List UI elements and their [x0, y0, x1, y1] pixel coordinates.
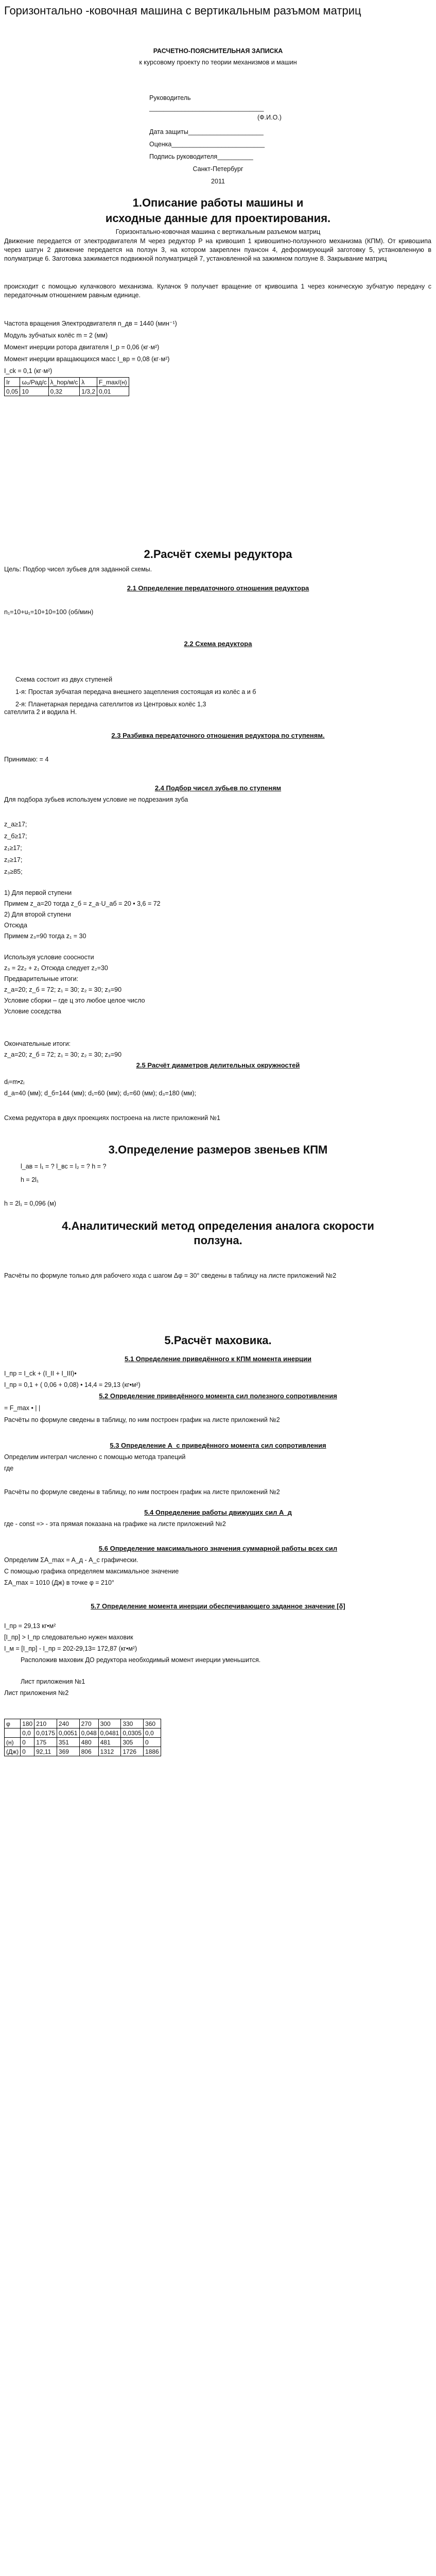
section-1-subtitle: Горизонтально-ковочная машина с вертикальным разъемом матриц [115, 228, 321, 235]
section-4-text: Расчёты по формуле только для рабочего хода с шагом Δφ = 30° сведены в таблицу на листе приложений №2 [4, 1272, 337, 1279]
trapezoid-note: Определим интеграл численно с помощью метода трапеций [4, 1453, 186, 1461]
appendix-sheet-1: Лист приложения №1 [21, 1678, 85, 1685]
table-cell: 330 [121, 1719, 144, 1728]
flywheel-1: I_пр = 29,13 кг•м² [4, 1622, 56, 1630]
table-cell: (н) [5, 1738, 21, 1747]
table-row [5, 378, 129, 387]
max-work-2: С помощью графика определяем максимальное значение [4, 1568, 179, 1575]
table-cell: 0 [21, 1747, 34, 1756]
section-5-title: 5.Расчёт маховика. [164, 1334, 272, 1347]
table-cell: 360 [144, 1719, 161, 1728]
section-2-3-heading: 2.3 Разбивка передаточного отношения редуктора по ступеням. [111, 732, 325, 739]
assembly-condition: Условие сборки – где ц это любое целое число [4, 997, 145, 1004]
supervisor-fio: (Ф.И.О.) [257, 114, 282, 121]
table-row [5, 387, 129, 396]
supervisor-label: Руководитель [149, 94, 191, 101]
table-cell: 0,0305 [121, 1728, 144, 1738]
reducer-sheet-note: Схема редуктора в двух проекциях построена на листе приложений №1 [4, 1114, 220, 1122]
kpm-h-value: h = 2l₁ = 0,096 (м) [4, 1200, 57, 1207]
section-2-4-heading: 2.4 Подбор чисел зубьев по ступеням [154, 784, 282, 792]
param-module: Модуль зубчатых колёс m = 2 (мм) [4, 332, 108, 339]
section-5-4-heading: 5.4 Определение работы движущих сил A_д [144, 1509, 292, 1516]
diameter-formula: dᵢ=m•zᵢ [4, 1078, 25, 1086]
section-4-title-2: ползуна. [194, 1234, 242, 1247]
table-cell: 240 [57, 1719, 79, 1728]
param-ick: I_ck = 0,1 (кг·м²) [4, 367, 53, 375]
section-5-1-heading: 5.1 Определение приведённого к КПМ момента инерции [124, 1355, 311, 1363]
param-motor-speed: Частота вращения Электродвигателя n_дв = 1440 (мин⁻¹) [4, 320, 177, 327]
section-4-title-1: 4.Аналитический метод определения аналога скорости [62, 1219, 374, 1232]
table-cell: 0,01 [97, 387, 129, 396]
table-cell [5, 1728, 21, 1738]
section-2-2-heading: 2.2 Схема редуктора [184, 640, 252, 648]
table-cell: 369 [57, 1747, 79, 1756]
city: Санкт-Петербург [193, 165, 243, 173]
diameter-values: d_a=40 (мм); d_б=144 (мм); d₁=60 (мм); d₂=60 (мм); d₃=180 (мм); [4, 1090, 197, 1097]
appendix-sheet-2: Лист приложения №2 [4, 1689, 69, 1697]
coaxial-formula: z₃ = 2z₂ + z₁ Отсюда следует z₂=30 [4, 964, 108, 972]
teeth-cond-z2: z₂≥17; [4, 856, 23, 863]
stage-1-label: 1) Для первой ступени [4, 889, 72, 896]
table-cell: ω₀/Рад/с [20, 378, 48, 387]
section-2-5-heading: 2.5 Расчёт диаметров делительных окружностей [136, 1061, 300, 1069]
section-2-title: 2.Расчёт схемы редуктора [144, 548, 292, 561]
section-2-1-heading: 2.1 Определение передаточного отношения редуктора [127, 584, 309, 592]
accept-value: Принимаю: = 4 [4, 756, 49, 763]
stage-2-label: 2) Для второй ступени [4, 911, 71, 918]
table-cell: 0,0175 [34, 1728, 57, 1738]
section-5-6-heading: 5.6 Определение максимального значения суммарной работы всех сил [98, 1545, 338, 1552]
table-cell: 300 [98, 1719, 121, 1728]
grade: Оценка__________________________ [149, 141, 265, 148]
preliminary-values: z_a=20; z_б = 72; z₁ = 30; z₂ = 30; z₃=90 [4, 986, 122, 993]
flywheel-3: I_м = [I_пр] - I_пр = 202-29,13= 172,87 (кг•м²) [4, 1645, 137, 1652]
table-cell: φ [5, 1719, 21, 1728]
section-5-2-heading: 5.2 Определение приведённого момента сил полезного сопротивления [99, 1392, 337, 1400]
table-cell: 480 [79, 1738, 98, 1747]
table-cell: 0,05 [5, 387, 20, 396]
table-row [5, 1747, 161, 1756]
section-1-title-2: исходные данные для проектирования. [105, 212, 331, 225]
table-cell: 0,0481 [98, 1728, 121, 1738]
table-cell: (Дж) [5, 1747, 21, 1756]
section-2-goal: Цель: Подбор чисел зубьев для заданной схемы. [4, 566, 152, 573]
table-cell: 0,32 [48, 387, 80, 396]
table-row [5, 1728, 161, 1738]
scheme-line-1: Схема состоит из двух ступеней [15, 676, 113, 683]
table-cell: 305 [121, 1738, 144, 1747]
table-cell: 180 [21, 1719, 34, 1728]
cover-subtitle: к курсовому проекту по теории механизмов и машин [139, 59, 297, 66]
teeth-cond-zb: z_б≥17; [4, 833, 27, 840]
supervisor-line: ________________________________ [149, 105, 264, 112]
defense-date: Дата защиты_____________________ [149, 128, 264, 135]
table-cell: 0 [21, 1738, 34, 1747]
table-cell: 351 [57, 1738, 79, 1747]
section-5-7-heading: 5.7 Определение момента инерции обеспечивающего заданное значение [δ] [91, 1602, 345, 1610]
scheme-line-3: 2-я: Планетарная передача сателлитов из Центровых колёс 1,3 [15, 701, 206, 708]
table-cell: 0 [144, 1738, 161, 1747]
table-cell: 1886 [144, 1747, 161, 1756]
resistance-work-note: Расчёты по формуле сведены в таблицу, по ним построен график на листе приложений №2 [4, 1488, 280, 1496]
parameters-table [4, 377, 129, 396]
table-row [5, 1738, 161, 1747]
teeth-cond-za: z_a≥17; [4, 821, 27, 828]
teeth-cond-z3: z₃≥85; [4, 868, 23, 875]
stage-2-hence: Отсюда [4, 922, 27, 929]
scheme-line-2: 1-я: Простая зубчатая передача внешнего зацепления состоящая из колёс а и б [15, 688, 256, 696]
table-cell: 175 [34, 1738, 57, 1747]
table-cell: 1726 [121, 1747, 144, 1756]
coaxial-condition: Используя условие соосности [4, 954, 94, 961]
section-3-title: 3.Определение размеров звеньев КПМ [108, 1143, 328, 1156]
description-paragraph-1: Движение передается от электродвигателя М через редуктор Р на кривошип 1 кривошипно-ползунного механизма (КПМ). От кривошипа через шатун 2 движение передается на ползун 3, на котором закреплен пуансон 4, деформирующий заготовку 5, установленную в полуматрице 6. Заготовка зажимается подвижной полуматрицей 7, установленной на зажимном ползуне 8. Закрывание матриц [4, 238, 431, 262]
table-cell: λ_hop/м/с [48, 378, 80, 387]
resistance-formula: = F_max • | | [4, 1404, 41, 1412]
final-values: z_a=20; z_б = 72; z₁ = 30; z₂ = 30; z₃=90 [4, 1051, 122, 1058]
neighbor-condition: Условие соседства [4, 1008, 61, 1015]
table-cell: 10 [20, 387, 48, 396]
table-cell: 1/3,2 [80, 387, 97, 396]
section-2-1-formula: n₁=10+u₁=10+10=100 (об/мин) [4, 608, 94, 616]
param-rotor-inertia: Момент инерции ротора двигателя I_р = 0,06 (кг·м²) [4, 344, 160, 351]
where-label: где [4, 1465, 14, 1472]
document-header: Горизонтально -ковочная машина с вертикальным разъмом матриц [4, 4, 361, 17]
max-work-3: ΣA_max = 1010 (Дж) в точке φ = 210° [4, 1579, 114, 1586]
final-label: Окончательные итоги: [4, 1040, 71, 1047]
table-cell: 806 [79, 1747, 98, 1756]
stage-1-calc: Примем z_a=20 тогда z_б = z_a·U_аб = 20 • 3,6 = 72 [4, 900, 161, 907]
table-cell: F_max/(н) [97, 378, 129, 387]
flywheel-2: [I_пр] > I_пр следовательно нужен маховик [4, 1634, 133, 1641]
kpm-h-formula: h = 2l₁ [21, 1176, 39, 1183]
teeth-cond-z1: z₁≥17; [4, 844, 22, 852]
stage-2-calc: Примем z₃=90 тогда z₁ = 30 [4, 933, 86, 940]
table-cell: 0,0 [144, 1728, 161, 1738]
cover-title: РАСЧЕТНО-ПОЯСНИТЕЛЬНАЯ ЗАПИСКА [153, 47, 283, 55]
description-paragraph-2: происходит с помощью кулачкового механизма. Кулачок 9 получает вращение от кривошипа 1 через коническую зубчатую передачу с передаточным отношением равным единице. [4, 283, 431, 299]
driving-work-note: где - const => - эта прямая показана на графике на листе приложений №2 [4, 1520, 226, 1528]
table-cell: 92,11 [34, 1747, 57, 1756]
inertia-formula: I_пр = I_ck + (I_II + I_III)• [4, 1370, 77, 1377]
table-cell: 0,0 [21, 1728, 34, 1738]
teeth-intro: Для подбора зубьев используем условие не подрезания зуба [4, 796, 188, 803]
results-table [4, 1719, 161, 1756]
scheme-line-4: сателлита 2 и водила Н. [4, 708, 77, 716]
table-cell: 270 [79, 1719, 98, 1728]
year: 2011 [211, 178, 225, 185]
table-row [5, 1719, 161, 1728]
flywheel-4: Расположив маховик ДО редуктора необходимый момент инерции уменьшится. [21, 1656, 261, 1664]
table-cell: 0,048 [79, 1728, 98, 1738]
preliminary-label: Предварительные итоги: [4, 975, 79, 982]
table-cell: λ [80, 378, 97, 387]
max-work-1: Определим ΣA_max = A_д - A_с графически. [4, 1556, 138, 1564]
table-cell: 1312 [98, 1747, 121, 1756]
supervisor-signature: Подпись руководителя__________ [149, 153, 253, 160]
table-cell: 0,0051 [57, 1728, 79, 1738]
param-rotating-inertia: Момент инерции вращающихся масс I_вр = 0,08 (кг·м²) [4, 355, 170, 363]
resistance-note: Расчёты по формуле сведены в таблицу, по ним построен график на листе приложений №2 [4, 1416, 280, 1423]
kpm-lengths: l_ав = l₁ = ? l_вс = l₂ = ? h = ? [21, 1163, 107, 1170]
section-5-3-heading: 5.3 Определение A_с приведённого момента сил сопротивления [110, 1442, 326, 1449]
table-cell: 210 [34, 1719, 57, 1728]
section-1-title-1: 1.Описание работы машины и [132, 196, 304, 209]
table-cell: Ir [5, 378, 20, 387]
inertia-value: I_пр = 0,1 + ( 0,06 + 0,08) • 14,4 = 29,13 (кг•м²) [4, 1381, 141, 1388]
table-cell: 481 [98, 1738, 121, 1747]
